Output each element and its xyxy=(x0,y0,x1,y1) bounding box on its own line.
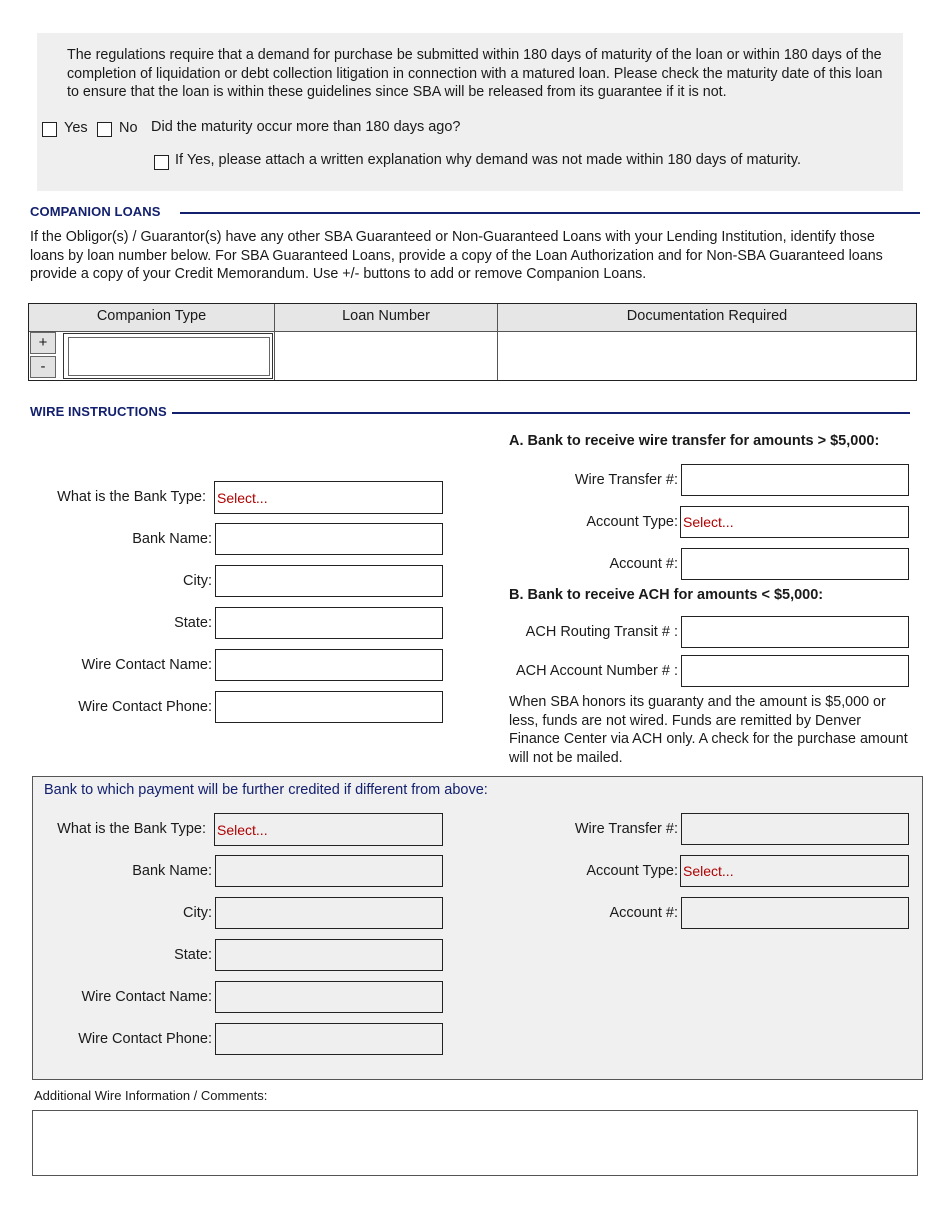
ach-account-input[interactable] xyxy=(681,655,909,687)
bank-type-label: What is the Bank Type: xyxy=(57,489,206,505)
further-account-type-label: Account Type: xyxy=(586,863,678,879)
further-contact-name-label: Wire Contact Name: xyxy=(81,989,212,1005)
companion-loans-rule xyxy=(180,212,920,214)
companion-type-input[interactable] xyxy=(68,337,270,376)
maturity-question: Did the maturity occur more than 180 days ago? xyxy=(151,119,461,135)
ach-routing-input[interactable] xyxy=(681,616,909,648)
further-account-type-value: Select... xyxy=(683,863,734,879)
maturity-yes-checkbox[interactable] xyxy=(42,122,57,137)
ach-routing-label: ACH Routing Transit # : xyxy=(525,624,678,640)
city-label: City: xyxy=(183,573,212,589)
further-wire-transfer-input[interactable] xyxy=(681,813,909,845)
city-input[interactable] xyxy=(215,565,443,597)
further-wire-transfer-label: Wire Transfer #: xyxy=(574,821,678,837)
further-state-input[interactable] xyxy=(215,939,443,971)
state-label: State: xyxy=(174,615,212,631)
further-bank-name-input[interactable] xyxy=(215,855,443,887)
attach-explanation-checkbox[interactable] xyxy=(154,155,169,170)
further-city-input[interactable] xyxy=(215,897,443,929)
section-b-heading: B. Bank to receive ACH for amounts < $5,000: xyxy=(509,587,824,603)
wire-transfer-label: Wire Transfer #: xyxy=(574,472,678,488)
ach-account-label: ACH Account Number # : xyxy=(516,663,678,679)
companion-loans-description: If the Obligor(s) / Guarantor(s) have any other SBA Guaranteed or Non-Guaranteed Loans with your Lending Institution, identify those loans by loan number below. For SBA Guaranteed Loans, provide a copy of the Loan Authorization and for Non-SBA Guaranteed loans provide a copy of your Credit Memorandum. Use +/- buttons to add or remove Companion Loans. xyxy=(30,229,883,282)
further-bank-type-label: What is the Bank Type: xyxy=(57,821,206,837)
wire-contact-name-input[interactable] xyxy=(215,649,443,681)
account-type-value: Select... xyxy=(683,514,734,530)
bank-name-label: Bank Name: xyxy=(132,531,212,547)
further-contact-phone-label: Wire Contact Phone: xyxy=(78,1031,212,1047)
further-credit-title: Bank to which payment will be further credited if different from above: xyxy=(44,782,488,798)
further-account-type-select[interactable] xyxy=(680,855,909,887)
documentation-required-cell xyxy=(498,332,916,380)
bank-type-select[interactable] xyxy=(214,481,443,514)
maturity-no-checkbox[interactable] xyxy=(97,122,112,137)
section-a-heading: A. Bank to receive wire transfer for amounts > $5,000: xyxy=(509,433,880,449)
column-companion-type: Companion Type xyxy=(96,308,207,324)
loan-number-cell[interactable] xyxy=(275,332,497,380)
column-loan-number: Loan Number xyxy=(342,308,430,324)
further-contact-name-input[interactable] xyxy=(215,981,443,1013)
add-companion-button[interactable]: + xyxy=(30,332,56,354)
maturity-yes-label: Yes xyxy=(64,120,88,136)
account-number-input[interactable] xyxy=(681,548,909,580)
maturity-notice: The regulations require that a demand for purchase be submitted within 180 days of maturity of the loan or within 180 days of the completion of liquidation or debt collection litigation in connection with a matured loan. Please check the maturity date of this loan to ensure that the loan is within these guidelines since SBA will be released from its guarantee if it is not. xyxy=(67,47,883,100)
wire-contact-phone-input[interactable] xyxy=(215,691,443,723)
wire-contact-phone-label: Wire Contact Phone: xyxy=(78,699,212,715)
wire-instructions-title: WIRE INSTRUCTIONS xyxy=(30,404,167,419)
wire-transfer-input[interactable] xyxy=(681,464,909,496)
account-type-select[interactable] xyxy=(680,506,909,538)
state-input[interactable] xyxy=(215,607,443,639)
attach-explanation-label: If Yes, please attach a written explanation why demand was not made within 180 days of maturity. xyxy=(175,152,802,168)
comments-textarea[interactable] xyxy=(32,1110,918,1176)
companion-loans-title: COMPANION LOANS xyxy=(30,204,161,219)
further-bank-type-select[interactable] xyxy=(214,813,443,846)
maturity-no-label: No xyxy=(119,120,138,136)
account-number-label: Account #: xyxy=(609,556,678,572)
bank-type-value: Select... xyxy=(217,490,268,506)
bank-name-input[interactable] xyxy=(215,523,443,555)
further-contact-phone-input[interactable] xyxy=(215,1023,443,1055)
remove-companion-button[interactable]: - xyxy=(30,356,56,378)
further-bank-name-label: Bank Name: xyxy=(132,863,212,879)
further-city-label: City: xyxy=(183,905,212,921)
wire-contact-name-label: Wire Contact Name: xyxy=(81,657,212,673)
wire-instructions-rule xyxy=(172,412,910,414)
further-account-number-input[interactable] xyxy=(681,897,909,929)
comments-label: Additional Wire Information / Comments: xyxy=(34,1088,268,1103)
ach-note: When SBA honors its guaranty and the amount is $5,000 or less, funds are not wired. Funds are remitted by Denver Finance Center via ACH only. A check for the purchase amount will not be mailed. xyxy=(509,694,908,766)
further-account-number-label: Account #: xyxy=(609,905,678,921)
account-type-label: Account Type: xyxy=(586,514,678,530)
further-bank-type-value: Select... xyxy=(217,822,268,838)
further-state-label: State: xyxy=(174,947,212,963)
column-documentation-required: Documentation Required xyxy=(626,308,788,324)
